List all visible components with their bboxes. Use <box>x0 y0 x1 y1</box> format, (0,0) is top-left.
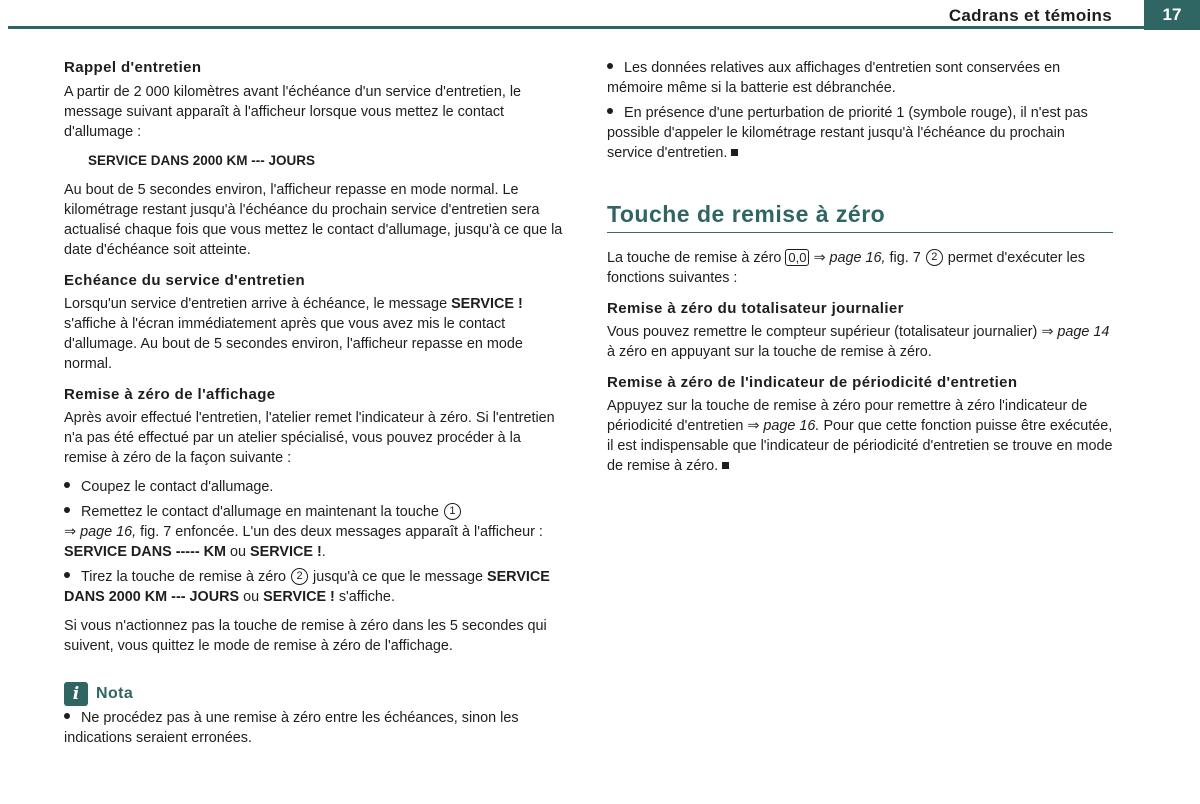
arrow-icon: ⇒ <box>1041 324 1054 340</box>
paragraph: Lorsqu'un service d'entretien arrive à échéance, le message SERVICE ! s'affiche à l'écran immédiatement après que vous avez mis le contact d'allumage. Au bout de 5 secondes environ, l'afficheur repasse en mode normal. <box>64 296 523 372</box>
paragraph: Après avoir effectué l'entretien, l'atelier remet l'indicateur à zéro. Si l'entretien n'a pas été effectué par un atelier spécialisé, vous pouvez procéder à la remise à zéro de la façon suivante : <box>64 410 555 466</box>
button-2-icon: 2 <box>291 568 308 585</box>
heading-rule <box>607 232 1113 233</box>
section-title-rappel: Rappel d'entretien <box>64 59 202 76</box>
paragraph: Si vous n'actionnez pas la touche de remise à zéro dans les 5 secondes qui suivent, vous quittez le mode de remise à zéro de l'affichage. <box>64 618 547 654</box>
bullet-icon <box>64 708 81 728</box>
page-number: 17 <box>1144 0 1200 30</box>
button-1-icon: 1 <box>444 503 461 520</box>
bullet-icon <box>607 103 624 123</box>
section-title-echeance: Echéance du service d'entretien <box>64 272 306 289</box>
chapter-title: Cadrans et témoins <box>948 6 1112 25</box>
list-item: Les données relatives aux affichages d'entretien sont conservées en mémoire même si la batterie est débranchée. <box>607 60 1061 96</box>
list-item: Coupez le contact d'allumage. <box>64 477 564 497</box>
list-item: En présence d'une perturbation de priorité 1 (symbole rouge), il n'est pas possible d'appeler le kilométrage restant jusqu'à l'échéance du prochain service d'entretien. <box>607 105 1088 161</box>
paragraph: Appuyez sur la touche de remise à zéro pour remettre à zéro l'indicateur de périodicité d'entretien ⇒ page 16. Pour que cette fonction puisse être exécutée, il est indispensable que l'indicateur de périodicité d'entretien se trouve en mode de remise à zéro. <box>607 398 1113 474</box>
note-header <box>64 682 564 706</box>
reset-key-icon: 0,0 <box>785 249 809 266</box>
paragraph: Au bout de 5 secondes environ, l'afficheur repasse en mode normal. Le kilométrage restant jusqu'à l'échéance du prochain service d'entretien sera actualisé chaque fois que vous mettez le contact d'allumage, jusqu'à ce que la date d'échéance soit atteinte. <box>64 182 563 258</box>
left-column <box>64 55 564 748</box>
bullet-icon <box>64 477 81 497</box>
button-2-icon: 2 <box>926 249 943 266</box>
arrow-icon: ⇒ <box>747 418 760 434</box>
page-link[interactable]: page 16, <box>829 250 886 266</box>
section-title-periodicite: Remise à zéro de l'indicateur de périodicité d'entretien <box>607 374 1018 391</box>
right-column <box>607 55 1113 476</box>
list-item: Remettez le contact d'allumage en maintenant la touche 1 ⇒ page 16, fig. 7 enfoncée. L'un des deux messages apparaît à l'afficheur : SERVICE DANS ----- KM ou SERVICE !. <box>64 504 543 560</box>
page-link[interactable]: page 16, <box>80 524 137 540</box>
section-title-totalisateur: Remise à zéro du totalisateur journalier <box>607 300 904 317</box>
bullet-icon <box>64 567 81 587</box>
note-label: Nota <box>96 685 134 702</box>
paragraph: La touche de remise à zéro 0,0 ⇒ page 16, fig. 7 2 permet d'exécuter les fonctions suivantes : <box>607 249 1085 286</box>
section-header <box>607 199 1113 233</box>
list-item: Tirez la touche de remise à zéro 2 jusqu'à ce que le message SERVICE DANS 2000 KM --- JOURS ou SERVICE ! s'affiche. <box>64 569 550 605</box>
end-square-icon <box>731 149 738 156</box>
page-link[interactable]: page 16. <box>763 418 820 434</box>
page-link[interactable]: page 14 <box>1057 324 1110 340</box>
arrow-icon: ⇒ <box>813 250 826 266</box>
arrow-icon: ⇒ <box>64 524 77 540</box>
info-icon: i <box>64 682 88 706</box>
paragraph: Vous pouvez remettre le compteur supérieur (totalisateur journalier) ⇒ page 14 à zéro en appuyant sur la touche de remise à zéro. <box>607 324 1110 360</box>
section-heading: Touche de remise à zéro <box>607 201 886 227</box>
end-square-icon <box>722 462 729 469</box>
bullet-icon <box>64 502 81 522</box>
header-rule <box>8 26 1144 29</box>
service-message: SERVICE DANS 2000 KM --- JOURS <box>88 153 316 168</box>
paragraph: A partir de 2 000 kilomètres avant l'échéance d'un service d'entretien, le message suivant apparaît à l'afficheur lorsque vous mettez le contact d'allumage : <box>64 84 522 140</box>
note-item: Ne procédez pas à une remise à zéro entre les échéances, sinon les indications seraient erronées. <box>64 710 519 746</box>
section-title-remise-affichage: Remise à zéro de l'affichage <box>64 386 276 403</box>
bullet-icon <box>607 58 624 78</box>
